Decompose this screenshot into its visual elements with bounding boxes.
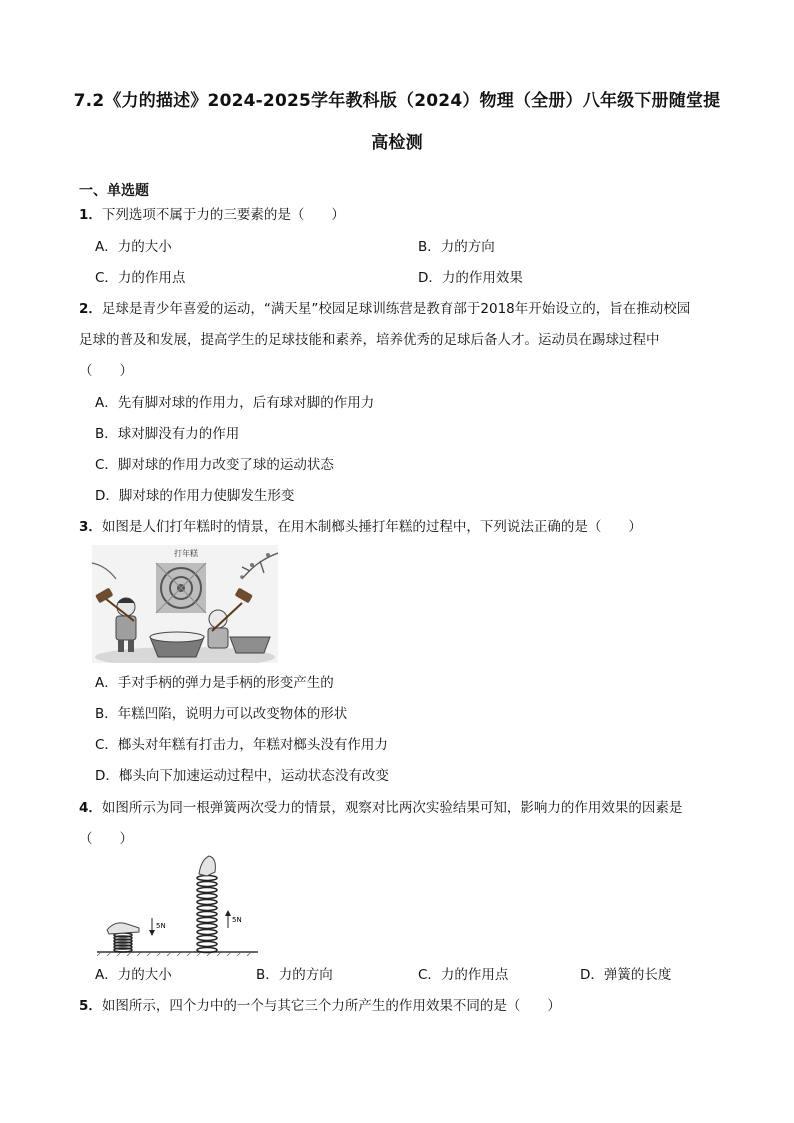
question-text-line3: （ ）: [79, 363, 133, 379]
q4-option-c[interactable]: C．力的作用点: [418, 967, 509, 983]
q1-option-a[interactable]: A．力的大小: [95, 239, 172, 255]
q2-option-a[interactable]: A．先有脚对球的作用力，后有球对脚的作用力: [95, 395, 375, 411]
question-5: [79, 996, 561, 1016]
question-number: 1．: [79, 207, 102, 223]
spring-illustration: [95, 852, 260, 956]
question-3: [79, 517, 642, 537]
doc-title-line1: 7.2《力的描述》2024-2025学年教科版（2024）物理（全册）八年级下册随堂提: [73, 91, 721, 111]
q2-option-b[interactable]: B．球对脚没有力的作用: [95, 426, 240, 442]
q1-option-c[interactable]: C．力的作用点: [95, 270, 186, 286]
extended-spring: [197, 876, 217, 953]
q4-option-b[interactable]: B．力的方向: [256, 967, 333, 983]
question-text-line1: 如图所示为同一根弹簧两次受力的情景，观察对比两次实验结果可知，影响力的作用效果的因素是: [101, 800, 683, 816]
q4-option-a[interactable]: A．力的大小: [95, 967, 172, 983]
figure-caption: 打年糕: [174, 549, 198, 558]
q1-option-d[interactable]: D．力的作用效果: [418, 270, 523, 286]
question-4: [79, 798, 682, 818]
hand-icon: [199, 856, 215, 876]
question-number: 3．: [79, 519, 102, 535]
q1-option-b[interactable]: B．力的方向: [418, 239, 495, 255]
question-text: 如图是人们打年糕时的情景，在用木制榔头捶打年糕的过程中，下列说法正确的是（ ）: [101, 519, 642, 535]
q3-option-d[interactable]: D．榔头向下加速运动过程中，运动状态没有改变: [95, 768, 389, 784]
question-number: 5．: [79, 998, 102, 1014]
q2-option-d[interactable]: D．脚对球的作用力使脚发生形变: [95, 488, 295, 504]
q3-option-a[interactable]: A．手对手柄的弹力是手柄的形变产生的: [95, 675, 334, 691]
rice-cake-illustration: [92, 545, 278, 663]
question-2: [79, 299, 690, 319]
q3-option-b[interactable]: B．年糕凹陷，说明力可以改变物体的形状: [95, 706, 348, 722]
question-text-line1: 足球是青少年喜爱的运动，“满天星”校园足球训练营是教育部于2018年开始设立的，旨在推动校园: [101, 301, 691, 317]
question-text: 如图所示，四个力中的一个与其它三个力所产生的作用效果不同的是（ ）: [101, 998, 561, 1014]
question-number: 4．: [79, 800, 102, 816]
q3-option-c[interactable]: C．榔头对年糕有打击力，年糕对榔头没有作用力: [95, 737, 388, 753]
question-text-line2: （ ）: [79, 831, 133, 847]
q4-option-d[interactable]: D．弹簧的长度: [580, 967, 672, 983]
force-label-left: 5N: [156, 922, 166, 930]
section-heading: 一、单选题: [79, 183, 149, 199]
hand-icon: [107, 923, 139, 934]
question-text-line2: 足球的普及和发展，提高学生的足球技能和素养，培养优秀的足球后备人才。运动员在踢球过程中: [79, 332, 660, 348]
question-number: 2．: [79, 301, 102, 317]
force-label-right: 5N: [232, 916, 242, 924]
doc-title-line2: 高检测: [371, 133, 423, 153]
question-text: 下列选项不属于力的三要素的是（ ）: [101, 207, 345, 223]
q2-option-c[interactable]: C．脚对球的作用力改变了球的运动状态: [95, 457, 334, 473]
question-1: [79, 205, 345, 225]
compressed-spring: [114, 933, 132, 952]
